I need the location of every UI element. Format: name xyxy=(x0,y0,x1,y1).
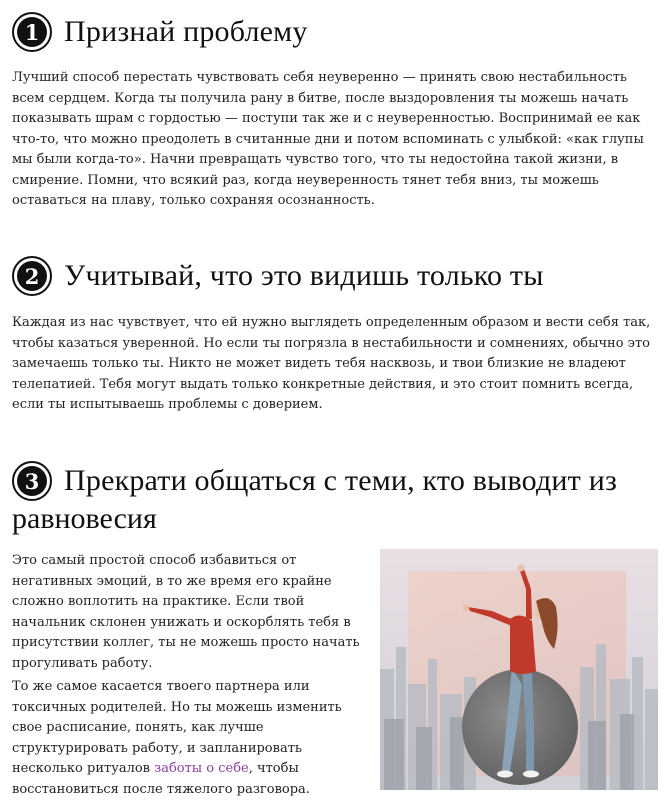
section-2-title: Учитывай, что это видишь только ты xyxy=(64,259,544,292)
illustration-woman-city xyxy=(380,549,658,790)
section-3-heading xyxy=(12,461,617,501)
paragraph-b-text-after: , чтобы восстановиться после тяжелого разговора. xyxy=(12,761,310,797)
section-2-paragraph: Каждая из нас чувствует, что ей нужно выглядеть определенным образом и вести себя так, чтобы казаться уверенной. Но если ты погрязла в нестабильности и сомнениях, обычно это замечаешь только ты. Никто не может видеть тебя насквозь, и твои близкие не владеют телепатией. Тебя могут выдать только конкретные действия, и это стоит помнить всегда, если ты испытываешь проблемы с доверием. xyxy=(12,315,651,412)
number-badge-2-digit: 2 xyxy=(17,261,47,291)
number-badge-3-digit: 3 xyxy=(17,466,47,496)
self-care-link[interactable]: заботы о себе xyxy=(154,761,249,776)
section-3-title-line1: Прекрати общаться с теми, кто выводит из xyxy=(64,464,617,497)
section-1-paragraph: Лучший способ перестать чувствовать себя неуверенно — принять свою нестабильность всем сердцем. Когда ты получила рану в битве, после выздоровления ты можешь начать показывать шрам с гордостью — поступи так же и с неуверенностью. Воспринимай ее как что-то, что можно преодолеть в считанные дни и потом вспоминать с улыбкой: «как глупы мы были когда-то». Начни превращать чувство того, что ты недостойна такой жизни, в смирение. Помни, что всякий раз, когда неуверенность тянет тебя вниз, ты можешь оставаться на плаву, только сохраняя осознанность. xyxy=(12,70,644,208)
number-badge-1-digit: 1 xyxy=(17,17,47,47)
section-2-heading xyxy=(12,256,544,296)
number-badge-1 xyxy=(12,12,52,52)
section-1-title: Признай проблему xyxy=(64,15,308,48)
section-3-title-line2: равновесия xyxy=(12,502,157,535)
number-badge-3 xyxy=(12,461,52,501)
paragraph-b-text-before: То же самое касается твоего партнера или токсичных родителей. Но ты можешь изменить свое расписание, понять, как лучше структурировать работу, и запланировать несколько ритуалов xyxy=(12,679,342,776)
section-3-paragraph-b xyxy=(12,677,360,800)
number-badge-2 xyxy=(12,256,52,296)
section-3-paragraph-a: Это самый простой способ избавиться от негативных эмоций, в то же время его крайне сложно воплотить на практике. Если твой начальник склонен унижать и оскорблять тебя в присутствии коллег, ты не можешь просто начать прогуливать работу. xyxy=(12,553,360,671)
section-1-heading xyxy=(12,12,308,52)
